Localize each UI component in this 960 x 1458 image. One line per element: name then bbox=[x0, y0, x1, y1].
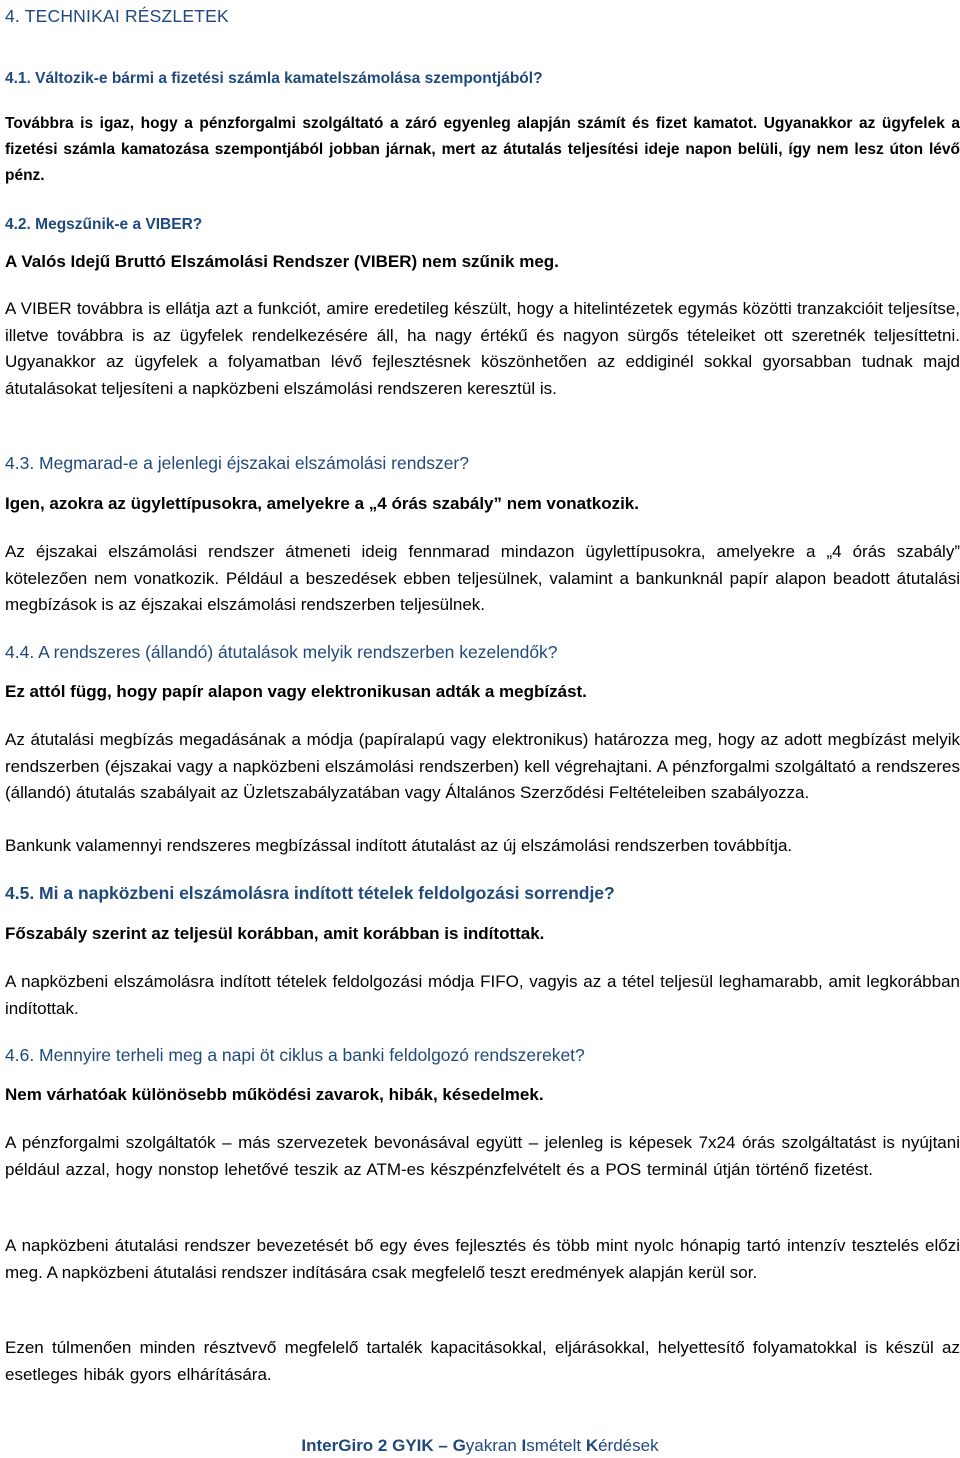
question-4-6-heading: 4.6. Mennyire terheli meg a napi öt ciklus a banki feldolgozó rendszereket? bbox=[5, 1045, 585, 1065]
question-4-6-lead: Nem várhatóak különösebb működési zavarok, hibák, késedelmek. bbox=[5, 1085, 544, 1104]
footer-initial-k: K bbox=[585, 1436, 599, 1455]
footer-word-3: érdések bbox=[598, 1436, 659, 1455]
question-4-6-paragraph-1: A pénzforgalmi szolgáltatók – más szervezetek bevonásával együtt – jelenleg is képesek 7x24 órás szolgáltatást is nyújtani például azzal, hogy nonstop lehetővé teszik az ATM-es készpénzfelvételt és a POS terminál útján történő fizetést. bbox=[5, 1133, 960, 1179]
question-4-3-body: Az éjszakai elszámolási rendszer átmeneti ideig fennmarad mindazon ügylettípusokra, amelyekre a „4 órás szabály” kötelezően nem vonatkozik. Például a beszedések ebben teljesülnek, valamint a bankunknál papír alapon beadott átutalási megbízások is az éjszakai elszámolási rendszerben teljesülnek. bbox=[5, 542, 960, 615]
footer-word-2: smételt bbox=[526, 1436, 586, 1455]
question-4-5-lead: Főszabály szerint az teljesül korábban, amit korábban is indítottak. bbox=[5, 924, 545, 943]
footer-word-1: yakran bbox=[465, 1436, 522, 1455]
question-4-2-lead: A Valós Idejű Bruttó Elszámolási Rendszer (VIBER) nem szűnik meg. bbox=[5, 252, 559, 271]
question-4-3-lead: Igen, azokra az ügylettípusokra, amelyekre a „4 órás szabály” nem vonatkozik. bbox=[5, 494, 639, 513]
question-4-1-answer: Továbbra is igaz, hogy a pénzforgalmi szolgáltató a záró egyenleg alapján számít és fizet kamatot. Ugyanakkor az ügyfelek a fizetési számla kamatozása szempontjából jobban járnak, mert az átutalás teljesítési ideje napon belüli, így nem lesz úton lévő pénz. bbox=[5, 115, 960, 184]
question-4-6-paragraph-2: A napközbeni átutalási rendszer bevezetését bő egy éves fejlesztés és több mint nyolc hónapig tartó intenzív tesztelés előzi meg. A napközbeni átutalási rendszer indítására csak megfelelő teszt eredmények alapján kerül sor. bbox=[5, 1236, 960, 1282]
question-4-2-body: A VIBER továbbra is ellátja azt a funkciót, amire eredetileg készült, hogy a hitelintézetek egymás közötti tranzakcióit teljesítse, illetve továbbra is az ügyfelek rendelkezésére áll, ha nagy értékű és nagyon sürgős tételeiket ott szeretnék teljesíttetni. Ugyanakkor az ügyfelek a folyamatban lévő fejlesztésnek köszönhetően az eddiginél sokkal gyorsabban tudnak majd átutalásokat teljesíteni a napközbeni elszámolási rendszeren keresztül is. bbox=[5, 299, 960, 399]
question-4-6-paragraph-3: Ezen túlmenően minden résztvevő megfelelő tartalék kapacitásokkal, eljárásokkal, helyettesítő folyamatokkal is készül az esetleges hibák gyors elhárítására. bbox=[5, 1338, 960, 1384]
section-heading: 4. TECHNIKAI RÉSZLETEK bbox=[5, 6, 229, 26]
question-4-1-heading: 4.1. Változik-e bármi a fizetési számla kamatelszámolása szempontjából? bbox=[5, 70, 543, 87]
question-4-4-heading: 4.4. A rendszeres (állandó) átutalások melyik rendszerben kezelendők? bbox=[5, 642, 558, 662]
footer-initial-g: G bbox=[452, 1436, 466, 1455]
question-4-5-body: A napközbeni elszámolásra indított tételek feldolgozási módja FIFO, vagyis az a tétel teljesül leghamarabb, amit legkorábban indítottak. bbox=[5, 972, 960, 1018]
footer-initial-i: I bbox=[521, 1436, 527, 1455]
question-4-4-body-2: Bankunk valamennyi rendszeres megbízással indított átutalást az új elszámolási rendszerben továbbítja. bbox=[5, 836, 793, 855]
question-4-2-heading: 4.2. Megszűnik-e a VIBER? bbox=[5, 216, 203, 233]
question-4-3-heading: 4.3. Megmarad-e a jelenlegi éjszakai elszámolási rendszer? bbox=[5, 453, 469, 473]
question-4-4-lead: Ez attól függ, hogy papír alapon vagy elektronikusan adták a megbízást. bbox=[5, 682, 587, 701]
question-4-5-heading: 4.5. Mi a napközbeni elszámolásra indított tételek feldolgozási sorrendje? bbox=[5, 883, 615, 903]
question-4-4-body: Az átutalási megbízás megadásának a módja (papíralapú vagy elektronikus) határozza meg, hogy az adott megbízást melyik rendszerben (éjszakai vagy a napközbeni elszámolási rendszerben) kell végrehajtani. A pénzforgalmi szolgáltató a rendszeres (állandó) átutalás szabályait az Üzletszabályzatában vagy Általános Szerződési Feltételeiben szabályozza. bbox=[5, 730, 960, 803]
footer-brand: InterGiro 2 GYIK – bbox=[301, 1436, 453, 1455]
page-footer bbox=[0, 1436, 960, 1456]
